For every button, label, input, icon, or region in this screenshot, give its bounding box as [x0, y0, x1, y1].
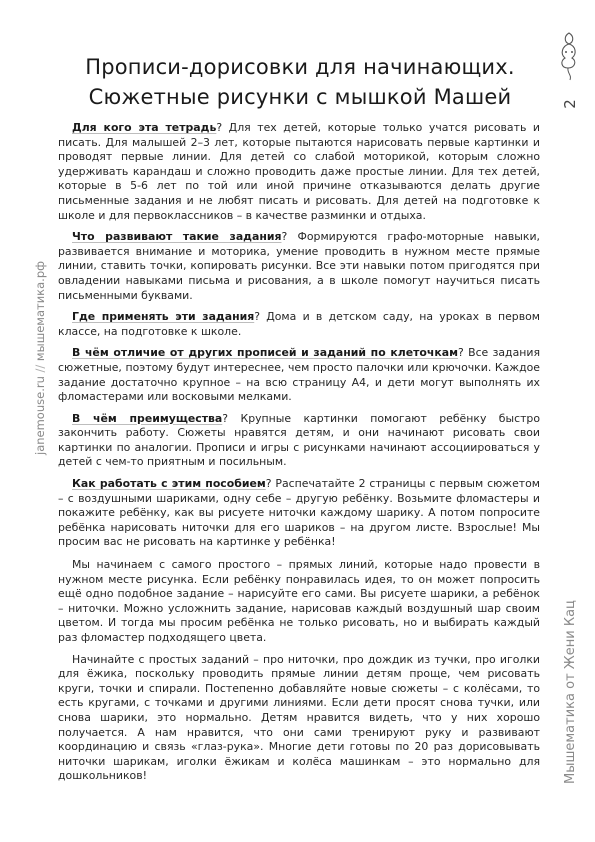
paragraph-question: В чём отличие от других прописей и заданий по клеточкам — [72, 346, 458, 360]
title-line-1: Прописи-дорисовки для начинающих. — [85, 55, 515, 79]
paragraph-text: ? Крупные картинки помогают ребёнку быстро закончить работу. Сюжеты нравятся детям, и они начинают рисовать свои картинки по аналогии. Прописи и игры с рисунками начинают ассоциироваться у детей с чем-то приятным и посильным. — [58, 411, 540, 469]
paragraph-text: ? Формируются графо-моторные навыки, развивается внимание и моторика, умение проводить в нужном месте прямые линии, ставить точки, копировать рисунки. Все эти навыки потом пригодятся при овладении навыками письма и рисования, а в школе помогут научиться писать письменными буквами. — [58, 230, 540, 302]
title-line-2: Сюжетные рисунки с мышкой Машей — [88, 85, 512, 109]
mouse-logo-icon — [556, 30, 582, 82]
paragraph-question: Для кого эта тетрадь — [72, 121, 217, 134]
paragraph-text: ? Для тех детей, которые только учатся рисовать и писать. Для малышей 2–3 лет, которые пытаются нарисовать первые картинки и проводят первые линии. Для детей со слабой моторикой, которым сложно удерживать карандаш и сложно проводить даже простые линии. Для тех детей, которые в 5-6 лет по той или иной причине отказываются делать другие письменные задания и не любят писать и рисовать. Для детей на подготовке к школе и для первоклассников – в качестве разминки и отдыха. — [58, 121, 541, 222]
paragraph-question: Что развивают такие задания — [72, 230, 282, 244]
paragraph — [58, 558, 540, 646]
paragraph-text: ? Все задания сюжетные, поэтому будут интереснее, чем просто палочки или крючочки. Каждое задание достаточно крупное – на всю страницу А4, и дети могут выполнять их фломастерами или восковыми мелками. — [58, 346, 540, 404]
paragraph — [58, 310, 540, 339]
side-brand-label: Мышематика от Жени Кац — [563, 600, 578, 784]
paragraph-question: В чём преимущества — [72, 411, 223, 425]
paragraph — [58, 412, 540, 470]
site-separator: // — [33, 364, 47, 373]
site-url-2: мышематика.рф — [33, 261, 47, 362]
paragraph — [58, 230, 540, 303]
body-text — [58, 121, 540, 791]
paragraph-text: ? Дома и в детском саду, на уроках в первом классе, на подготовке к школе. — [58, 310, 540, 338]
page-title — [55, 52, 545, 112]
paragraph-text: ? Распечатайте 2 страницы с первым сюжетом – с воздушными шариками, одну себе – другую ребёнку. Возьмите фломастеры и покажите ребёнку, как вы рисуете ниточки каждому шарику. А потом попросите ребёнка нарисовать ниточки для его шариков – на другом листе. Взрослые! Мы просим вас не рисовать на картинке у ребёнка! — [58, 477, 540, 549]
side-website-label — [33, 0, 47, 455]
paragraph — [58, 121, 540, 223]
paragraph-question: Где применять эти задания — [72, 310, 255, 324]
paragraph — [58, 653, 540, 784]
paragraph — [58, 346, 540, 404]
paragraph-text: Начинайте с простых заданий – про ниточки, про дождик из тучки, про иголки для ёжика, поскольку проводить прямые линии детям проще, чем рисовать круги, точки и спирали. Постепенно добавляйте новые сюжеты – с колёсами, то есть кругами, с точками и другими линиями. Если дети просят снова тучки, или снова шарики, это нормально. Детям нравится видеть, что у них хорошо получается. А нам нравится, что они сами тренируют руку и развивают координацию и связь «глаз-рука». Многие дети готовы по 20 раз дорисовывать ниточки шарикам, иголки ёжикам и колёса машинкам – это нормально для дошкольников! — [58, 652, 540, 783]
paragraph — [58, 477, 540, 550]
site-url-1: janemouse.ru — [33, 376, 47, 455]
paragraph-question: Как работать с этим пособием — [72, 477, 266, 491]
paragraph-text: Мы начинаем с самого простого – прямых линий, которые надо провести в нужном месте рисунка. Если ребёнку понравилась идея, то он может попросить ещё одно подобное задание – нарисуйте его сами. Вы рисуете шарики, а ребёнок – ниточки. Можно усложнить задание, нарисовав каждый воздушный шар своим цветом. И тогда мы просим ребёнка не только рисовать, но и выбирать каждый раз фломастер подходящего цвета. — [58, 558, 540, 644]
page-number: 2 — [561, 99, 579, 109]
